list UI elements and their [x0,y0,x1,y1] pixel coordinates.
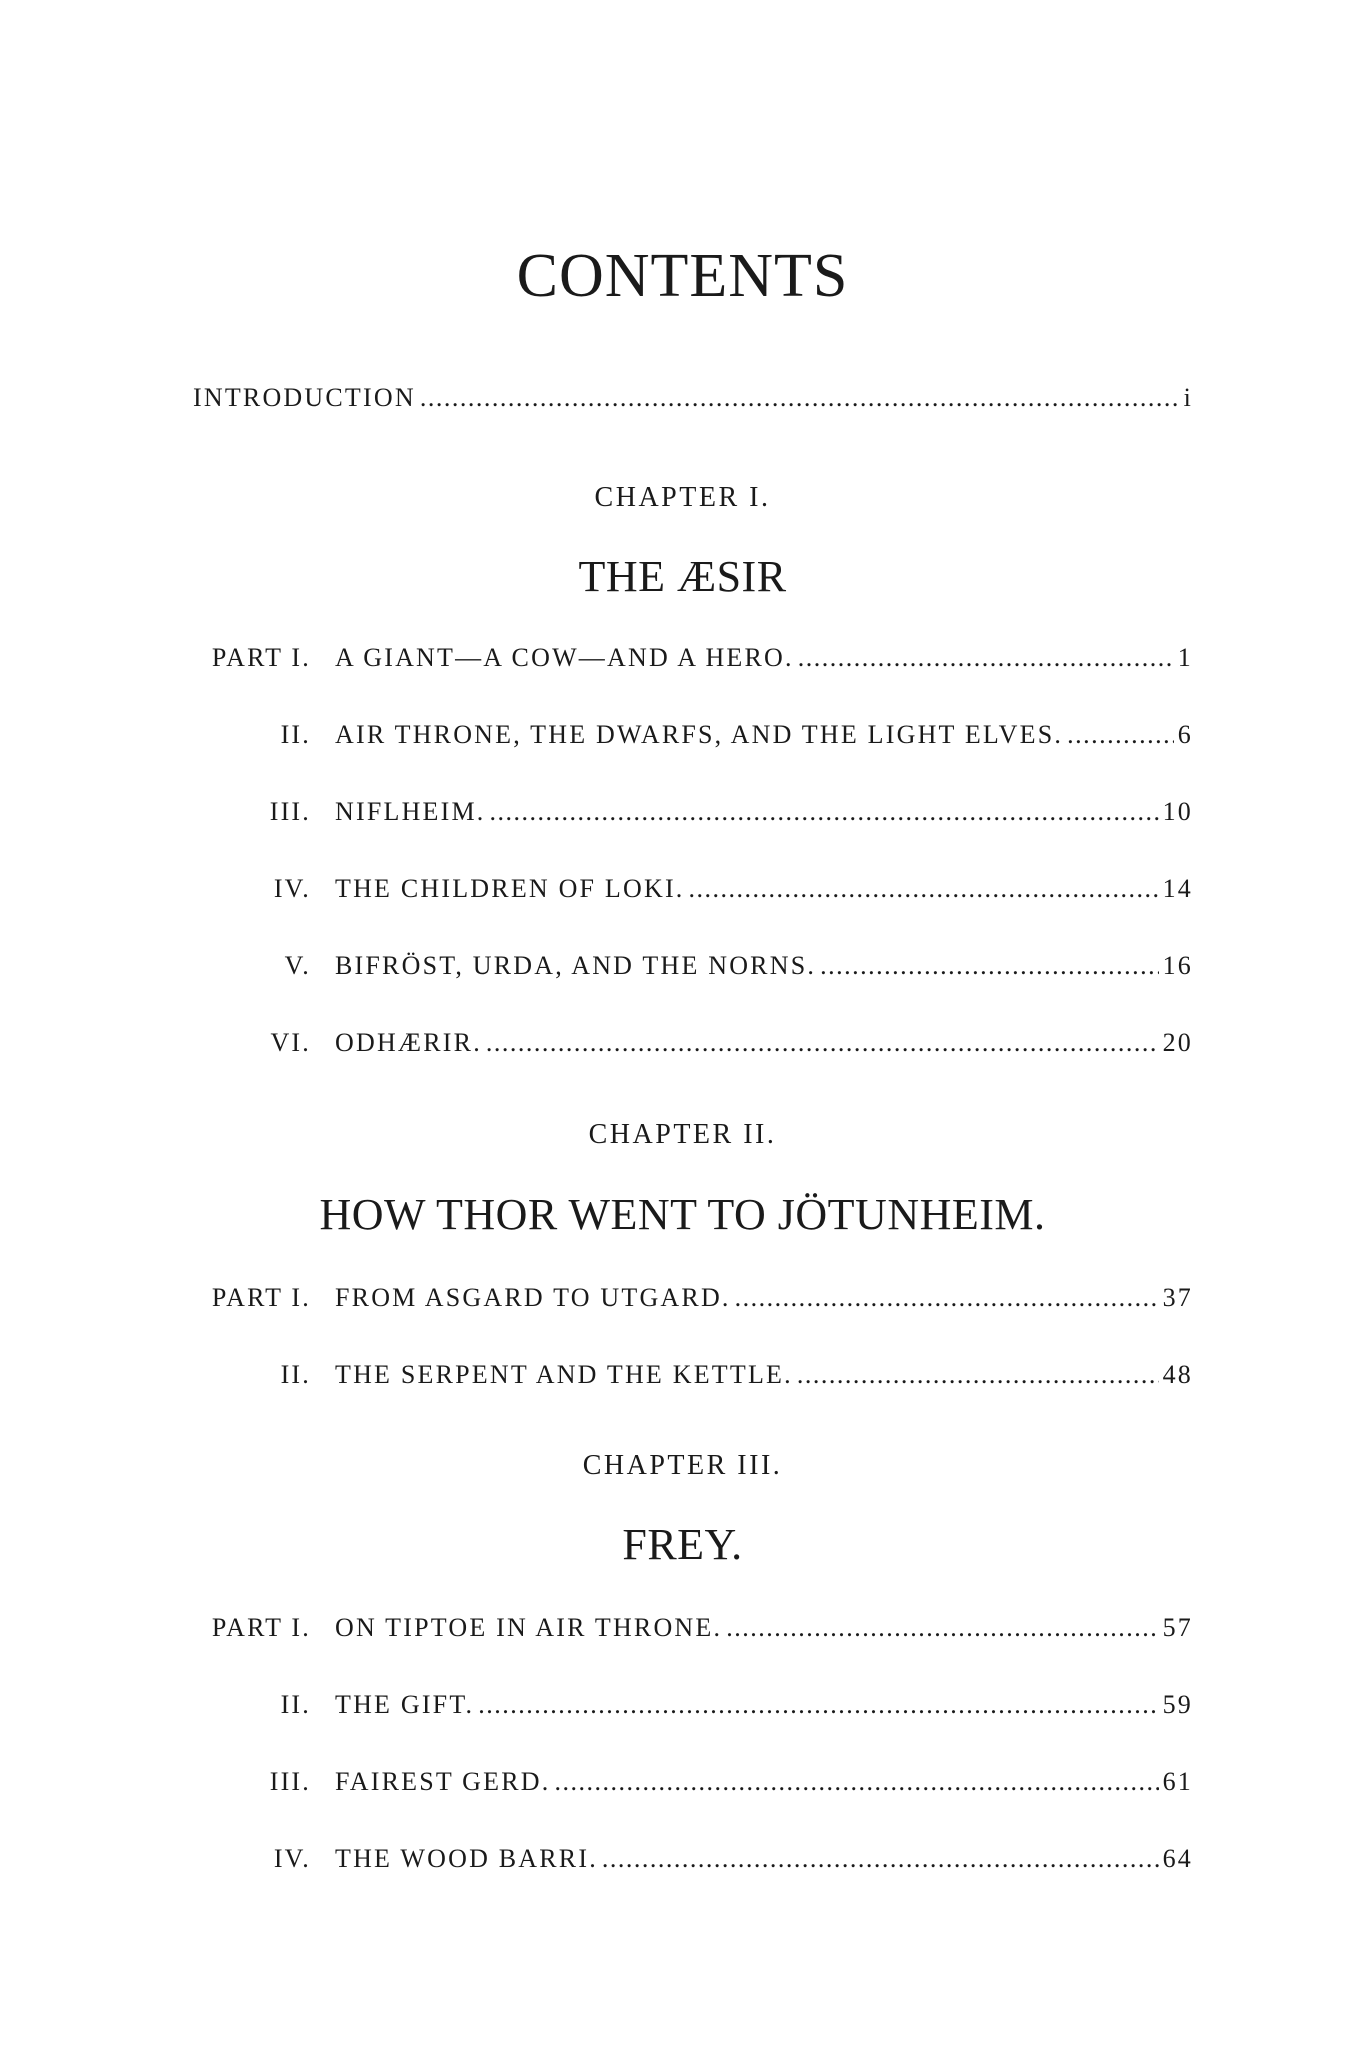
toc-entry-label: INTRODUCTION [193,383,416,412]
dot-leader [486,1023,1159,1063]
toc-entry[interactable] [193,638,1193,678]
toc-entry-page: 64 [1162,1844,1193,1873]
dot-leader [689,869,1159,909]
toc-entry-page: 20 [1162,1028,1193,1057]
toc-entry-introduction[interactable] [193,378,1193,418]
toc-entry-page: 61 [1162,1767,1193,1796]
toc-entry[interactable] [193,1355,1193,1395]
chapter-3-title: FREY. [622,1520,743,1569]
toc-entry[interactable] [193,869,1193,909]
part-number: II. [280,1360,311,1389]
dot-leader [820,946,1159,986]
part-number: PART I. [211,1283,311,1312]
dot-leader [797,1355,1159,1395]
toc-entry-label: THE GIFT. [335,1690,475,1719]
dot-leader [726,1608,1158,1648]
toc-entry-label: BIFRÖST, URDA, AND THE NORNS. [335,951,817,980]
dot-leader [420,378,1180,418]
toc-entry-label: ON TIPTOE IN AIR THRONE. [335,1613,723,1642]
toc-entry[interactable] [193,1685,1193,1725]
part-number: V. [284,951,311,980]
toc-entry-page: 57 [1162,1613,1193,1642]
toc-entry-label: ODHÆRIR. [335,1028,482,1057]
toc-entry-label: A GIANT—A COW—AND A HERO. [335,643,794,672]
dot-leader [554,1762,1158,1802]
toc-entry-label: FROM ASGARD TO UTGARD. [335,1283,731,1312]
part-number: III. [269,797,311,826]
toc-entry[interactable] [193,792,1193,832]
chapter-2-title: HOW THOR WENT TO JÖTUNHEIM. [319,1190,1046,1239]
toc-entry-label: FAIREST GERD. [335,1767,551,1796]
toc-entry-page: i [1183,383,1193,412]
dot-leader [798,638,1174,678]
dot-leader [602,1839,1159,1879]
toc-entry[interactable] [193,1608,1193,1648]
part-number: PART I. [211,1613,311,1642]
chapter-1-title: THE ÆSIR [578,552,787,601]
toc-entry[interactable] [193,1023,1193,1063]
toc-entry-label: THE CHILDREN OF LOKI. [335,874,685,903]
toc-entry[interactable] [193,946,1193,986]
chapter-2-label: CHAPTER II. [588,1119,777,1150]
page-title: CONTENTS [516,242,849,310]
toc-entry-page: 48 [1162,1360,1193,1389]
toc-entry-page: 37 [1162,1283,1193,1312]
part-number: PART I. [211,643,311,672]
part-number: III. [269,1767,311,1796]
dot-leader [735,1278,1159,1318]
toc-entry-label: THE WOOD BARRI. [335,1844,598,1873]
dot-leader [490,792,1159,832]
dot-leader [1067,715,1174,755]
chapter-1-label: CHAPTER I. [594,482,771,513]
toc-entry-label: AIR THRONE, THE DWARFS, AND THE LIGHT ELVES. [335,720,1064,749]
part-number: IV. [273,874,311,903]
toc-entry-page: 59 [1162,1690,1193,1719]
chapter-3-label: CHAPTER III. [582,1450,783,1481]
toc-entry[interactable] [193,1762,1193,1802]
toc-entry-page: 10 [1162,797,1193,826]
toc-entry-label: THE SERPENT AND THE KETTLE. [335,1360,793,1389]
toc-entry[interactable] [193,1839,1193,1879]
dot-leader [478,1685,1158,1725]
toc-entry-page: 1 [1177,643,1193,672]
part-number: II. [280,720,311,749]
toc-entry[interactable] [193,715,1193,755]
toc-entry[interactable] [193,1278,1193,1318]
part-number: VI. [270,1028,311,1057]
part-number: IV. [273,1844,311,1873]
toc-entry-page: 14 [1162,874,1193,903]
toc-entry-page: 16 [1162,951,1193,980]
toc-entry-page: 6 [1177,720,1193,749]
part-number: II. [280,1690,311,1719]
toc-entry-label: NIFLHEIM. [335,797,486,826]
